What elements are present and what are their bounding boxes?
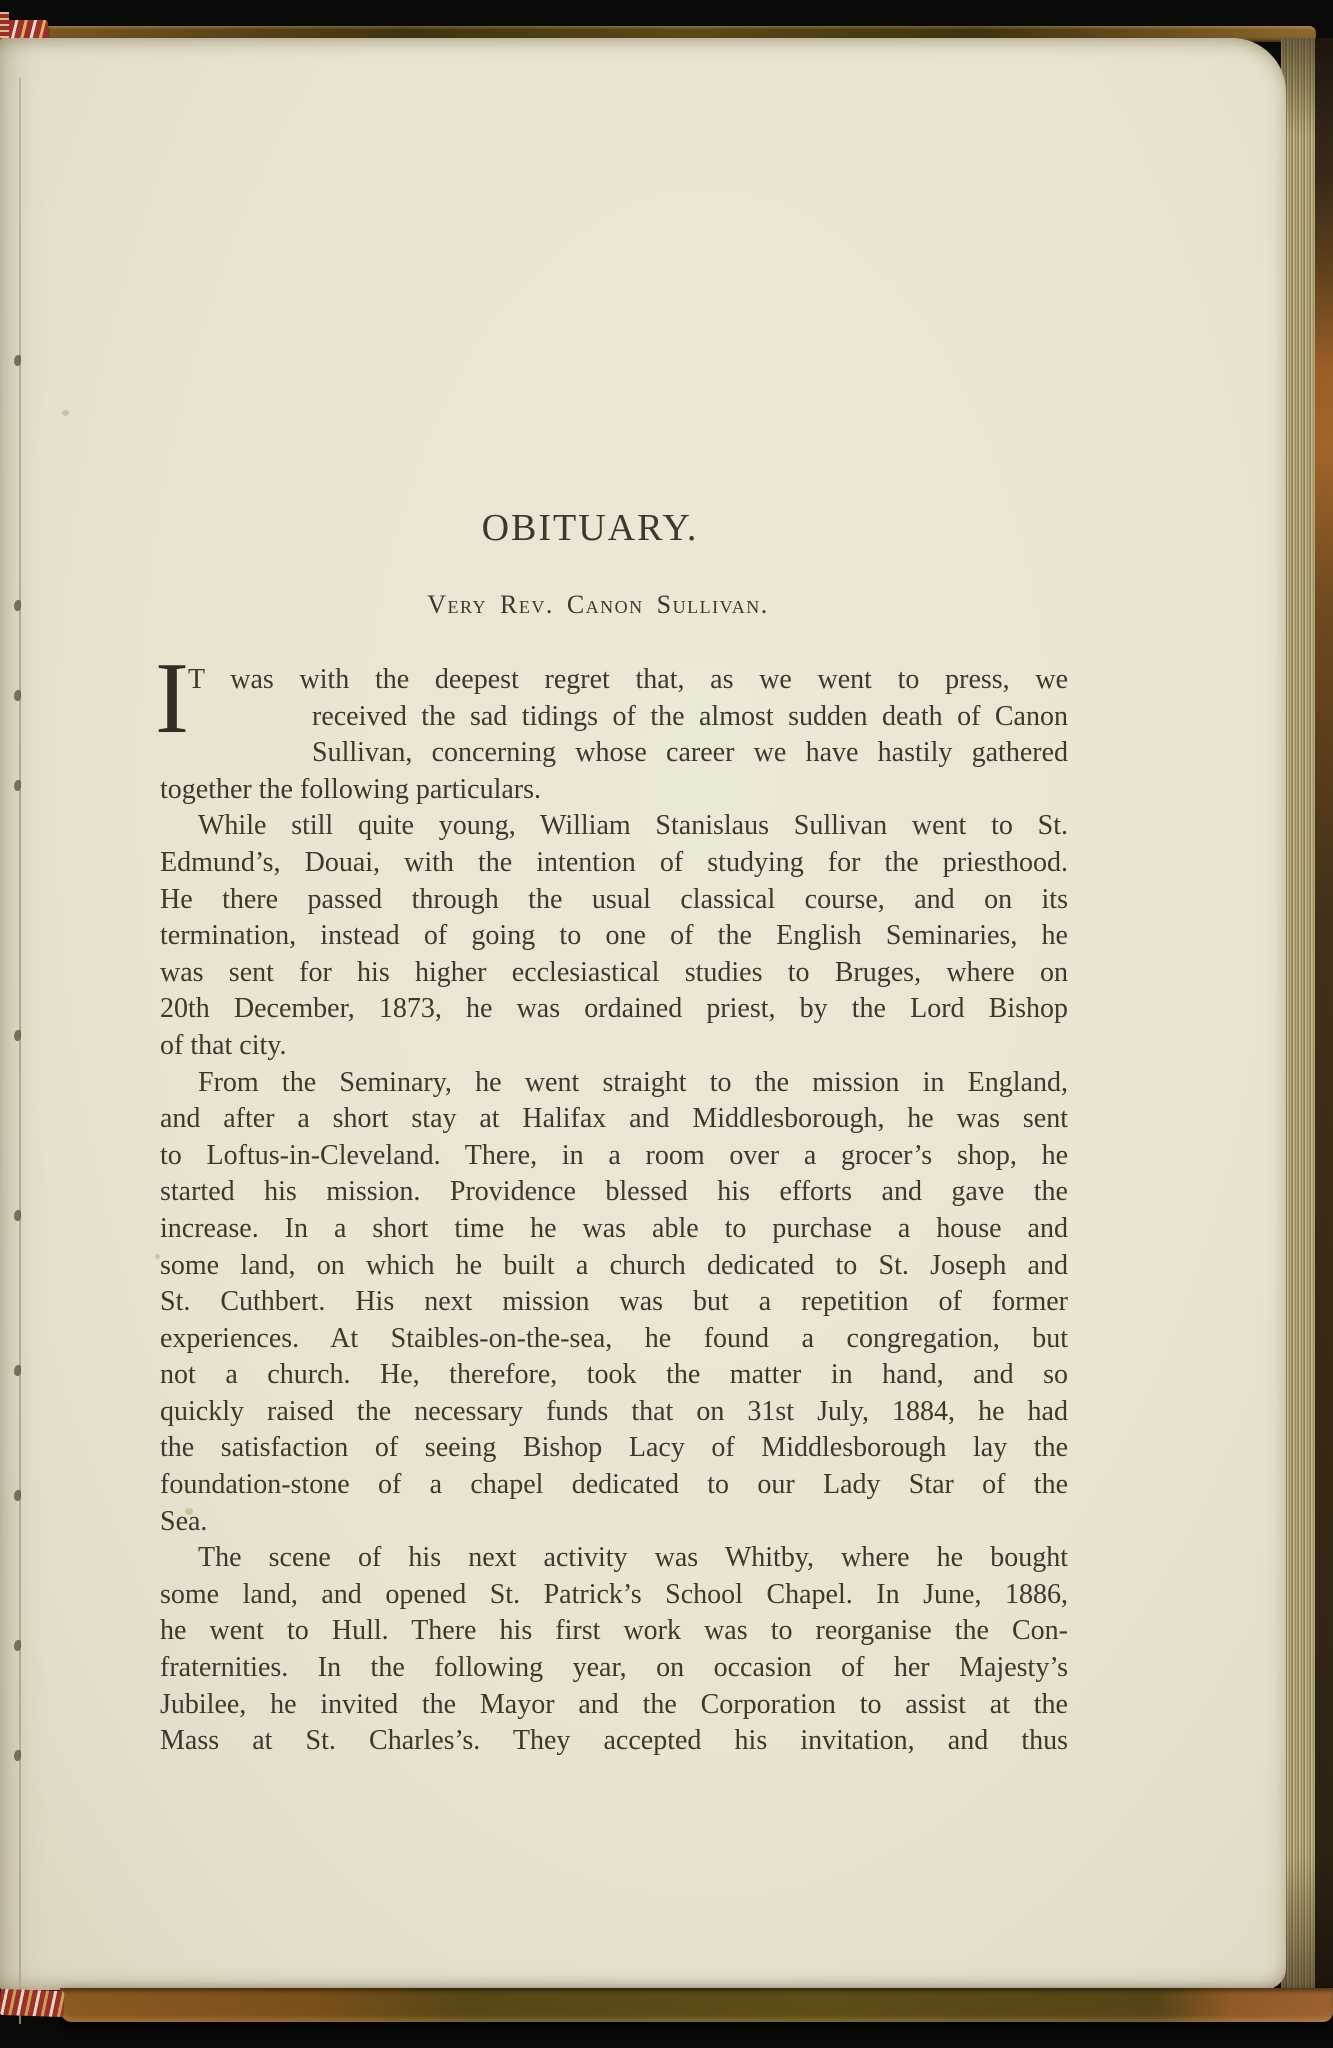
text-line: From the Seminary, he went straight to the mission in England,	[198, 1066, 1068, 1098]
page-edge-mark	[14, 1030, 21, 1041]
text-line: T was with the deepest regret that, as we went to press, we	[188, 664, 1068, 695]
text-line: St. Cuthbert. His next mission was but a repetition of former	[160, 1286, 1068, 1318]
page-edge-mark	[14, 1210, 21, 1221]
text-line: experiences. At Staibles-on-the-sea, he found a congregation, but	[160, 1322, 1068, 1354]
text-line: Edmund’s, Douai, with the intention of studying for the priesthood.	[160, 846, 1068, 878]
page-edge-mark	[14, 1640, 21, 1651]
text-line: together the following particulars.	[160, 773, 541, 805]
deceased-name-heading: Very Rev. Canon Sullivan.	[427, 590, 769, 619]
paragraph	[160, 662, 1068, 808]
text-line: He there passed through the usual classical course, and on its	[160, 883, 1068, 915]
text-line: Sullivan, concerning whose career we have hastily gathered	[312, 737, 1068, 769]
text-line: some land, and opened St. Patrick’s School Chapel. In June, 1886,	[160, 1578, 1068, 1610]
text-line: termination, instead of going to one of the English Seminaries, he	[160, 920, 1068, 952]
text-line: 20th December, 1873, he was ordained priest, by the Lord Bishop	[160, 993, 1068, 1025]
paragraph	[160, 1540, 1068, 1760]
text-line: not a church. He, therefore, took the matter in hand, and so	[160, 1359, 1068, 1391]
page-edge-mark	[14, 1750, 21, 1761]
page-edge-mark	[14, 1490, 21, 1501]
text-line: was sent for his higher ecclesiastical studies to Bruges, where on	[160, 956, 1068, 988]
drop-cap: I	[155, 642, 189, 755]
text-line: Jubilee, he invited the Mayor and the Corporation to assist at the	[160, 1688, 1068, 1720]
book-bottom-cover-edge	[60, 1988, 1333, 2022]
text-line: While still quite young, William Stanislaus Sullivan went to St.	[198, 810, 1068, 842]
page-gutter-crease	[19, 78, 21, 2024]
text-line: some land, on which he built a church dedicated to St. Joseph and	[160, 1249, 1068, 1281]
text-line: to Loftus-in-Cleveland. There, in a room over a grocer’s shop, he	[160, 1139, 1068, 1171]
page-edge-mark	[14, 1365, 21, 1376]
text-line: Mass at St. Charles’s. They accepted his invitation, and thus	[160, 1725, 1068, 1757]
text-line: foundation-stone of a chapel dedicated to our Lady Star of the	[160, 1469, 1068, 1501]
text-line: of that city.	[160, 1029, 287, 1061]
text-line: fraternities. In the following year, on occasion of her Majesty’s	[160, 1652, 1068, 1684]
text-line: The scene of his next activity was Whitby, where he bought	[198, 1542, 1068, 1574]
paragraph	[160, 808, 1068, 1064]
text-line: started his mission. Providence blessed his efforts and gave the	[160, 1176, 1068, 1208]
text-line: increase. In a short time he was able to purchase a house and	[160, 1212, 1068, 1244]
paper-stain	[62, 410, 69, 416]
text-line: the satisfaction of seeing Bishop Lacy of Middlesborough lay the	[160, 1432, 1068, 1464]
body-text	[155, 642, 1068, 1760]
paragraph	[160, 1065, 1068, 1541]
text-line: he went to Hull. There his first work was to reorganise the Con-	[160, 1615, 1068, 1647]
text-line: Sea.	[160, 1505, 208, 1537]
headband-bottom	[0, 1989, 64, 2017]
text-line: quickly raised the necessary funds that on 31st July, 1884, he had	[160, 1395, 1068, 1427]
text-line: received the sad tidings of the almost sudden death of Canon	[312, 700, 1068, 732]
obituary-title: OBITUARY.	[481, 507, 699, 549]
page-edge-mark	[14, 690, 21, 701]
page-edge-mark	[14, 600, 21, 611]
fore-edge-shadow	[1315, 38, 1333, 1990]
text-line: and after a short stay at Halifax and Middlesborough, he was sent	[160, 1103, 1068, 1135]
page-edge-mark	[14, 780, 21, 791]
page-edge-mark	[14, 355, 21, 366]
